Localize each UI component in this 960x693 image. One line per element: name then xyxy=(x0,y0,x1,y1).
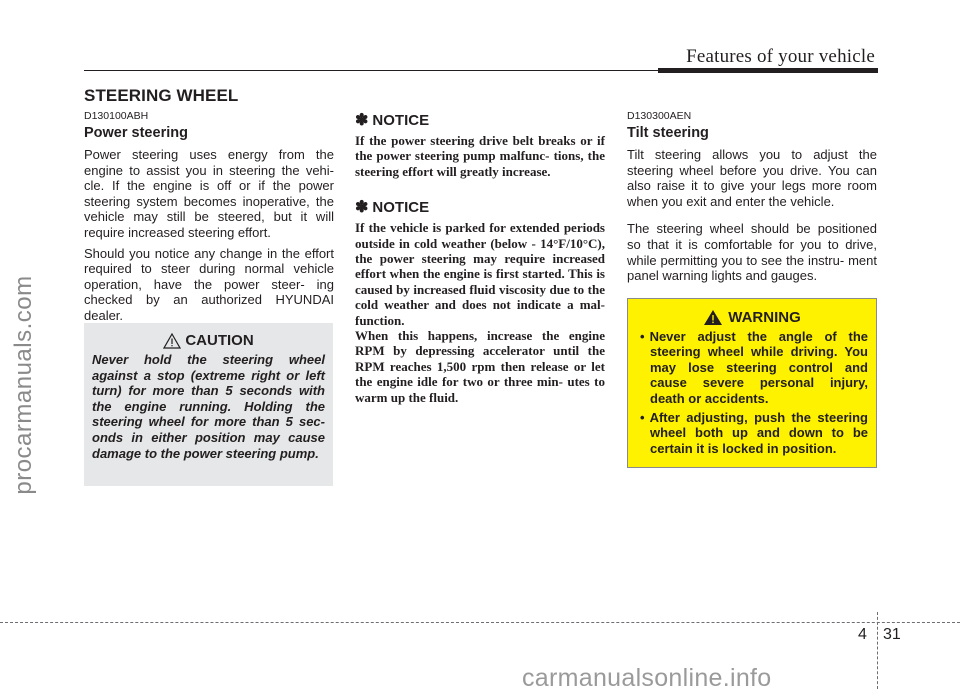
caution-header xyxy=(92,332,325,349)
watermark-bottom: carmanualsonline.info xyxy=(522,664,772,692)
asterisk-icon: ✽ xyxy=(355,112,369,129)
power-steering-paragraph-1: Power steering uses energy from the engine to assist you in steering the vehi- cle. If the engine is off or if the power steering system becomes inoperative, the vehicle may still be steered, but it will require increased steering effort. xyxy=(84,147,334,240)
notice-block xyxy=(355,110,605,179)
list-item: • Never adjust the angle of the steering wheel while driving. You may lose steering control and cause severe personal injury, death or accidents. xyxy=(636,329,868,406)
page-number: 31 xyxy=(883,626,901,643)
tilt-steering-heading: Tilt steering xyxy=(627,125,709,141)
caution-box xyxy=(84,323,333,486)
warning-list xyxy=(636,329,868,456)
header-rule-accent xyxy=(658,68,878,73)
notice-title xyxy=(355,110,605,130)
warning-triangle-filled-icon xyxy=(703,309,723,326)
notice-text: If the vehicle is parked for extended periods outside in cold weather (below - 14°F/10°C), the power steering may require increased effort when the engine is first started. This is caused by increased fluid viscosity due to the cold weather and does not indicate a mal- function. xyxy=(355,220,605,328)
chapter-header-title: Features of your vehicle xyxy=(686,46,875,67)
chapter-number: 4 xyxy=(858,626,867,643)
column-notices xyxy=(355,110,605,423)
warning-title: WARNING xyxy=(728,309,801,326)
section-code: D130300AEN xyxy=(627,110,692,122)
watermark-vertical: procarmanuals.com xyxy=(10,275,37,495)
footer-crop-mark xyxy=(877,612,878,689)
tilt-steering-paragraph-2: The steering wheel should be positioned so that it is comfortable for you to drive, while permitting you to see the instru- ment panel warning lights and gauges. xyxy=(627,221,877,284)
tilt-steering-paragraph-1: Tilt steering allows you to adjust the steering wheel before you drive. You can also raise it to give your legs more room when you exit and enter the vehicle. xyxy=(627,147,877,209)
column-power-steering xyxy=(84,110,334,329)
warning-triangle-icon xyxy=(163,333,181,349)
caution-title: CAUTION xyxy=(185,332,254,349)
list-item: • After adjusting, push the steering wheel both up and down to be certain it is locked in position. xyxy=(636,410,868,456)
notice-title xyxy=(355,197,605,217)
section-title: STEERING WHEEL xyxy=(84,86,239,105)
asterisk-icon: ✽ xyxy=(355,199,369,217)
notice-label: NOTICE xyxy=(372,198,430,216)
notice-text: If the power steering drive belt breaks or if the power steering pump malfunc- tions, the steering effort will greatly increase. xyxy=(355,133,605,179)
section-code: D130100ABH xyxy=(84,110,149,122)
warning-header xyxy=(636,309,868,326)
notice-label: NOTICE xyxy=(372,111,430,129)
power-steering-heading: Power steering xyxy=(84,125,188,141)
warning-box xyxy=(627,298,877,468)
footer-dashed-rule xyxy=(0,622,960,623)
power-steering-paragraph-2: Should you notice any change in the effort required to steer during normal vehicle operation, have the power steer- ing checked by an authorized HYUNDAI dealer. xyxy=(84,245,334,323)
column-tilt-steering xyxy=(627,110,877,289)
notice-text-continued: When this happens, increase the engine RPM by depressing accelerator until the RPM reaches 1,500 rpm then release or let the engine idle for two or three min- utes to warm up the fluid. xyxy=(355,328,605,405)
caution-text: Never hold the steering wheel against a stop (extreme right or left turn) for more than 5 seconds with the engine running. Holding the steering wheel for more than 5 sec- onds in either position may cause damage to the power steering pump. xyxy=(92,352,325,461)
notice-block xyxy=(355,197,605,405)
